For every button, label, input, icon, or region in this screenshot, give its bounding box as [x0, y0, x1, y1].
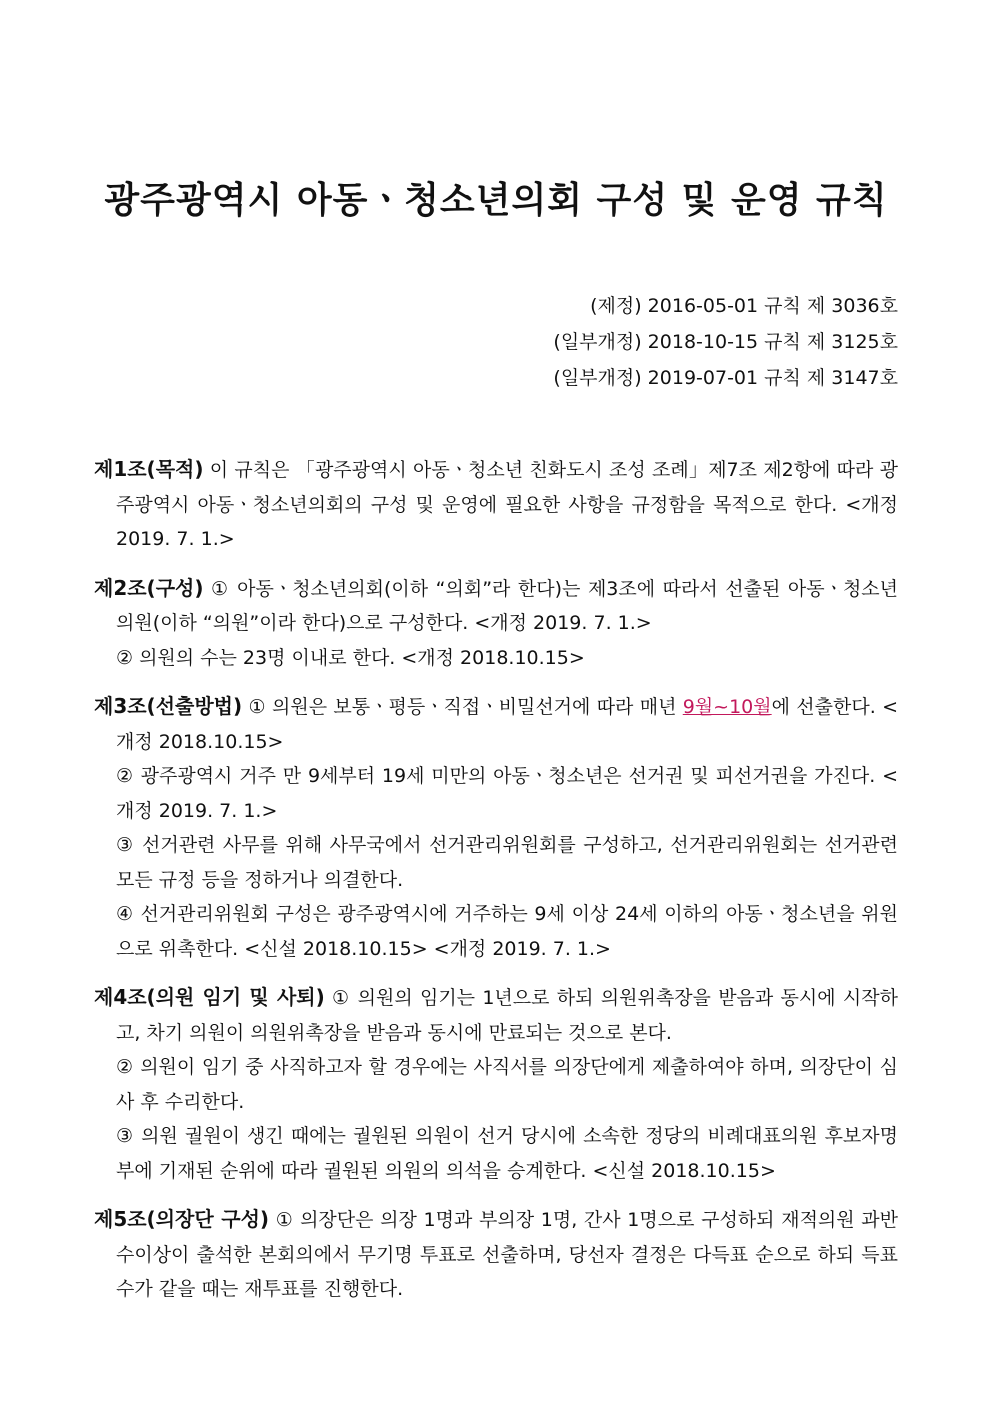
article-text: 이 규칙은 「광주광역시 아동ㆍ청소년 친화도시 조성 조례」제7조 제2항에 따라 광주광역시 아동ㆍ청소년의회의 구성 및 운영에 필요한 사항을 규정함을 목적으로 한다. <개정 2019. 7. 1.>	[116, 459, 899, 550]
article-4	[94, 980, 898, 1188]
article-heading: 제1조(목적)	[94, 457, 204, 481]
article-2	[94, 571, 898, 676]
article-first-paragraph	[94, 689, 898, 759]
article-heading: 제3조(선출방법)	[94, 694, 243, 718]
article-paragraph: ② 의원이 임기 중 사직하고자 할 경우에는 사직서를 의장단에게 제출하여야 하며, 의장단이 심사 후 수리한다.	[116, 1056, 898, 1113]
article-first-paragraph	[94, 571, 898, 641]
article-heading: 제4조(의원 임기 및 사퇴)	[94, 985, 325, 1009]
article-paragraph: ② 의원의 수는 23명 이내로 한다. <개정 2018.10.15>	[116, 646, 585, 669]
article-text: ① 의장단은 의장 1명과 부의장 1명, 간사 1명으로 구성하되 재적의원 과반수이상이 출석한 본회의에서 무기명 투표로 선출하며, 당선자 결정은 다득표 순으로 하되 득표수가 같을 때는 재투표를 진행한다.	[116, 1209, 899, 1300]
article-heading: 제2조(구성)	[94, 575, 204, 600]
article-first-paragraph	[94, 980, 898, 1050]
article-5	[94, 1202, 898, 1307]
article-text: ① 의원의 임기는 1년으로 하되 의원위촉장을 받음과 동시에 시작하고, 차기 의원이 의원위촉장을 받음과 동시에 만료되는 것으로 본다.	[116, 987, 898, 1044]
article-3	[94, 689, 898, 966]
article-text: 에 선출한다. <개정 2018.10.15>	[116, 696, 898, 753]
history-line: (제정) 2016-05-01 규칙 제 3036호	[590, 295, 898, 317]
article-paragraph: ② 광주광역시 거주 만 9세부터 19세 미만의 아동ㆍ청소년은 선거권 및 피선거권을 가진다. <개정 2019. 7. 1.>	[116, 765, 898, 822]
article-heading: 제5조(의장단 구성)	[94, 1207, 270, 1231]
history-line: (일부개정) 2019-07-01 규칙 제 3147호	[553, 367, 898, 389]
article-1	[94, 452, 898, 557]
article-text: ① 의원은 보통ㆍ평등ㆍ직접ㆍ비밀선거에 따라 매년	[248, 696, 683, 718]
article-text: ① 아동ㆍ청소년의회(이하 “의회”라 한다)는 제3조에 따라서 선출된 아동ㆍ청소년의원(이하 “의원”이라 한다)으로 구성한다. <개정 2019. 7. 1.>	[116, 577, 899, 634]
article-paragraph: ④ 선거관리위원회 구성은 광주광역시에 거주하는 9세 이상 24세 이하의 아동ㆍ청소년을 위원으로 위촉한다. <신설 2018.10.15> <개정 2019. 7. 1.>	[116, 903, 898, 960]
articles	[94, 452, 898, 1321]
article-first-paragraph	[94, 452, 898, 557]
document-title: 광주광역시 아동ㆍ청소년의회 구성 및 운영 규칙	[104, 180, 888, 221]
article-paragraph: ③ 선거관련 사무를 위해 사무국에서 선거관리위원회를 구성하고, 선거관리위원회는 선거관련 모든 규정 등을 정하거나 의결한다.	[116, 834, 898, 891]
highlighted-text: 9월~10월	[682, 696, 772, 718]
revision-history	[553, 288, 898, 396]
history-line: (일부개정) 2018-10-15 규칙 제 3125호	[553, 331, 898, 353]
article-first-paragraph	[94, 1202, 898, 1307]
article-paragraph: ③ 의원 궐원이 생긴 때에는 궐원된 의원이 선거 당시에 소속한 정당의 비례대표의원 후보자명부에 기재된 순위에 따라 궐원된 의원의 의석을 승계한다. <신설 2018.10.15>	[116, 1125, 898, 1182]
